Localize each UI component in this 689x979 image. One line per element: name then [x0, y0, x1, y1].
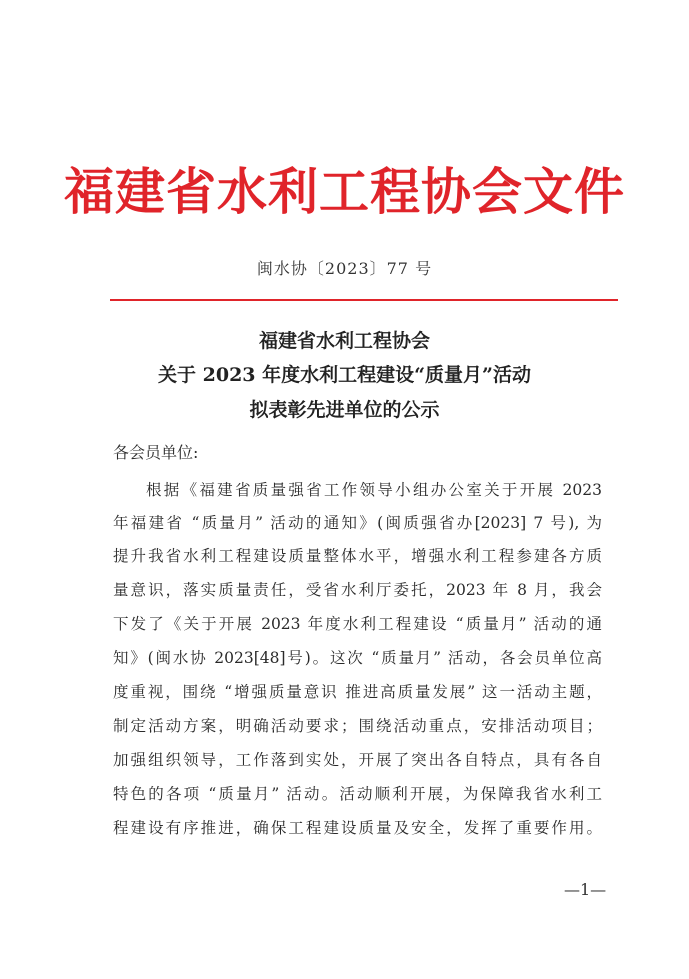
- body-line: 年福建省 “质量月” 活动的通知》(闽质强省办[2023] 7 号), 为: [113, 514, 602, 532]
- salutation: 各会员单位:: [113, 443, 199, 462]
- body-line: 制定活动方案，明确活动要求；围绕活动重点，安排活动项目；: [113, 717, 602, 735]
- title-organization: 福建省水利工程协会: [258, 330, 430, 352]
- title-subject: 关于 2023 年度水利工程建设“质量月”活动: [158, 364, 531, 386]
- body-line: 根据《福建省质量强省工作领导小组办公室关于开展 2023: [146, 481, 602, 499]
- document-number: 闽水协〔2023〕77 号: [256, 259, 433, 278]
- body-line: 加强组织领导，工作落到实处，开展了突出各自特点，具有各自: [113, 751, 602, 769]
- page-number: —1—: [564, 880, 607, 899]
- body-line: 度重视，围绕 “增强质量意识 推进高质量发展” 这一活动主题，: [113, 683, 602, 701]
- body-line: 提升我省水利工程建设质量整体水平，增强水利工程参建各方质: [113, 547, 602, 565]
- body-line: 下发了《关于开展 2023 年度水利工程建设 “质量月” 活动的通: [113, 615, 602, 633]
- red-divider-line: [110, 299, 618, 301]
- body-line: 程建设有序推进，确保工程建设质量及安全，发挥了重要作用。: [113, 819, 602, 837]
- title-purpose: 拟表彰先进单位的公示: [249, 399, 440, 421]
- body-line: 知》(闽水协 2023[48]号)。这次 “质量月” 活动，各会员单位高: [113, 649, 602, 667]
- body-line: 特色的各项 “质量月” 活动。活动顺利开展，为保障我省水利工: [113, 785, 602, 803]
- document-masthead: 福建省水利工程协会文件: [64, 163, 625, 221]
- body-line: 量意识，落实质量责任，受省水利厅委托，2023 年 8 月，我会: [113, 581, 602, 599]
